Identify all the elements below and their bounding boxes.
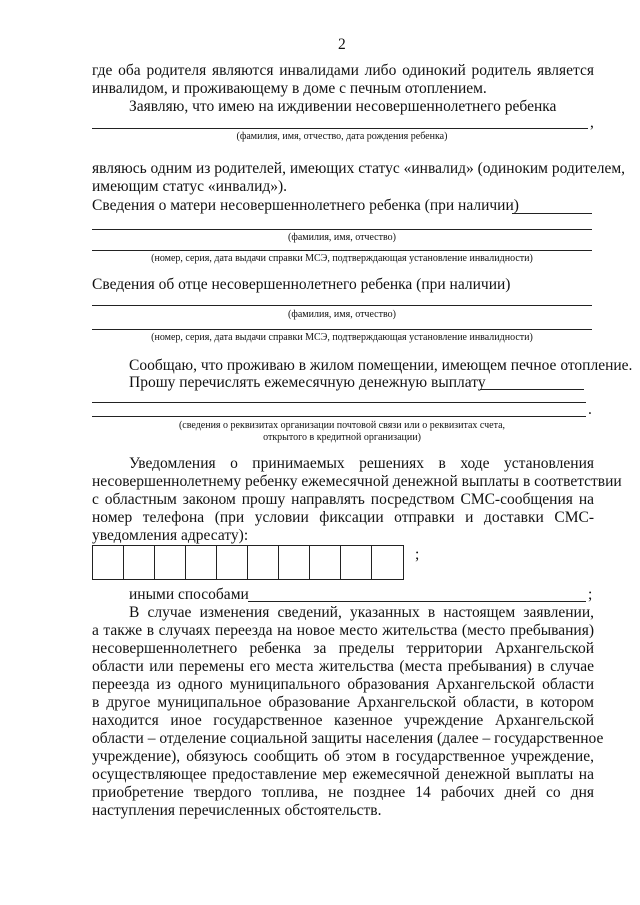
mother-mse-caption: (номер, серия, дата выдачи справки МСЭ, подтверждающая установление инвалидности) bbox=[151, 253, 533, 264]
payment-line-3[interactable] bbox=[92, 416, 586, 417]
change-line-2: а также в случаях переезда на новое место жительства (место пребывания) bbox=[92, 622, 594, 639]
change-line-3: несовершеннолетнего ребенка за пределы территории Архангельской bbox=[92, 640, 594, 657]
phone-digit-cell[interactable] bbox=[248, 546, 279, 579]
father-name-line[interactable] bbox=[92, 305, 592, 306]
change-line-5: переезда из одного муниципального образования Архангельской области bbox=[92, 676, 594, 693]
other-methods-label: иными способами bbox=[129, 586, 249, 603]
child-details-caption: (фамилия, имя, отчество, дата рождения ребенка) bbox=[236, 131, 448, 142]
intro-line-1: где оба родителя являются инвалидами либо одинокий родитель является bbox=[92, 62, 594, 79]
mother-presence-line[interactable] bbox=[512, 213, 592, 214]
payment-caption-2: открытого в кредитной организации) bbox=[263, 432, 421, 443]
change-line-10: осуществляющее предоставление мер ежемесячной денежной выплаты на bbox=[92, 766, 594, 783]
phone-digit-cell[interactable] bbox=[124, 546, 155, 579]
phone-digit-cell[interactable] bbox=[310, 546, 341, 579]
phone-number-grid[interactable] bbox=[92, 545, 404, 580]
heating-statement: Сообщаю, что проживаю в жилом помещении, имеющем печное отопление. bbox=[129, 357, 633, 374]
change-line-11: приобретение твердого топлива, не позднее 14 рабочих дней со дня bbox=[92, 784, 594, 801]
dependent-comma: , bbox=[590, 114, 594, 131]
father-mse-caption: (номер, серия, дата выдачи справки МСЭ, подтверждающая установление инвалидности) bbox=[151, 332, 533, 343]
notifications-line-2: несовершеннолетнему ребенку ежемесячной денежной выплаты в соответствии bbox=[92, 473, 622, 490]
payment-line-1[interactable] bbox=[480, 389, 584, 390]
phone-digit-cell[interactable] bbox=[372, 546, 403, 579]
father-mse-line[interactable] bbox=[92, 329, 592, 330]
father-name-caption: (фамилия, имя, отчество) bbox=[288, 309, 396, 320]
change-line-12: наступления перечисленных обстоятельств. bbox=[92, 802, 382, 819]
parent-status-line-2: имеющим статус «инвалид»). bbox=[92, 178, 288, 195]
page-number: 2 bbox=[338, 36, 346, 53]
intro-line-2: инвалидом, и проживающему в доме с печным отоплением. bbox=[92, 80, 487, 97]
mother-name-caption: (фамилия, имя, отчество) bbox=[288, 232, 396, 243]
notifications-line-1: Уведомления о принимаемых решениях в ходе установления bbox=[129, 455, 594, 472]
notifications-line-3: с областным законом прошу направлять посредством СМС-сообщения на bbox=[92, 491, 594, 508]
child-details-line[interactable] bbox=[92, 128, 588, 129]
payment-request: Прошу перечислять ежемесячную денежную выплату bbox=[129, 374, 486, 391]
payment-line-2[interactable] bbox=[92, 402, 586, 403]
change-line-1: В случае изменения сведений, указанных в настоящем заявлении, bbox=[129, 604, 594, 621]
change-line-4: области или перемены его места жительства (места пребывания) в случае bbox=[92, 658, 594, 675]
phone-digit-cell[interactable] bbox=[155, 546, 186, 579]
other-methods-line[interactable] bbox=[248, 601, 586, 602]
phone-digit-cell[interactable] bbox=[93, 546, 124, 579]
change-line-6: в другое муниципальное образование Архангельской области, в котором bbox=[92, 694, 594, 711]
mother-heading: Сведения о матери несовершеннолетнего ребенка (при наличии) bbox=[92, 197, 519, 214]
phone-digit-cell[interactable] bbox=[341, 546, 372, 579]
dependent-statement: Заявляю, что имею на иждивении несовершеннолетнего ребенка bbox=[129, 98, 557, 115]
phone-digit-cell[interactable] bbox=[186, 546, 217, 579]
notifications-line-4: номер телефона (при условии фиксации отправки и доставки СМС- bbox=[92, 509, 594, 526]
change-line-8: области – отделение социальной защиты населения (далее – государственное bbox=[92, 730, 604, 747]
change-line-9: учреждение), обязуюсь сообщить об этом в государственное учреждение, bbox=[92, 748, 594, 765]
payment-period: . bbox=[588, 401, 592, 418]
payment-caption-1: (сведения о реквизитах организации почтовой связи или о реквизитах счета, bbox=[178, 420, 506, 431]
mother-mse-line[interactable] bbox=[92, 250, 592, 251]
mother-name-line[interactable] bbox=[92, 229, 592, 230]
phone-semicolon: ; bbox=[415, 546, 420, 563]
parent-status-line-1: являюсь одним из родителей, имеющих статус «инвалид» (одиноким родителем, bbox=[92, 160, 626, 177]
phone-digit-cell[interactable] bbox=[217, 546, 248, 579]
notifications-line-5: уведомления адресату): bbox=[92, 527, 249, 544]
father-heading: Сведения об отце несовершеннолетнего ребенка (при наличии) bbox=[92, 276, 511, 293]
phone-digit-cell[interactable] bbox=[279, 546, 310, 579]
other-methods-semicolon: ; bbox=[588, 586, 593, 603]
change-line-7: находится иное государственное казенное учреждение Архангельской bbox=[92, 712, 594, 729]
